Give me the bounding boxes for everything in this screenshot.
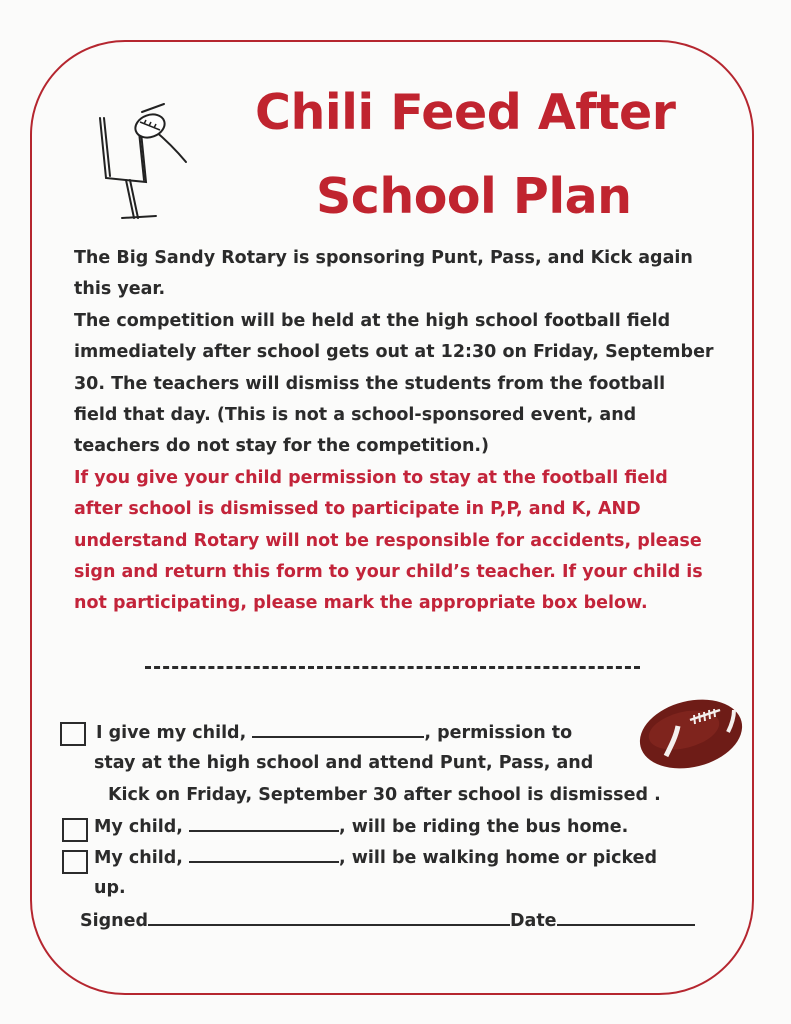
- goalpost-kick-icon: [94, 100, 204, 225]
- permission-checkbox[interactable]: [60, 722, 86, 746]
- option3-prefix: My child,: [94, 848, 183, 868]
- option2-line: [94, 816, 628, 837]
- option1-prefix: I give my child,: [96, 723, 247, 743]
- permission-notice: If you give your child permission to stay at the football field after school is dismissed to participate in P,P, and K, AND understand Rotary will not be responsible for accidents, please sign and return this form to your child’s teacher. If your child is not participating, please mark the appropriate box below.: [74, 468, 703, 614]
- option1-line2: stay at the high school and attend Punt, Pass, and: [94, 753, 594, 773]
- option2-prefix: My child,: [94, 817, 183, 837]
- child-name-field-1[interactable]: [252, 722, 424, 738]
- details-paragraph: The competition will be held at the high school football field immediately after school gets out at 12:30 on Friday, September 30. The teachers will dismiss the students from the football field that day. (This is not a school-sponsored event, and teachers do not stay for the competition.): [74, 311, 714, 457]
- walking-checkbox[interactable]: [62, 850, 88, 874]
- child-name-field-3[interactable]: [189, 847, 339, 863]
- title-line-2: School Plan: [316, 168, 632, 225]
- child-name-field-2[interactable]: [189, 816, 339, 832]
- signed-label: Signed: [80, 911, 148, 931]
- bus-checkbox[interactable]: [62, 818, 88, 842]
- intro-paragraph: The Big Sandy Rotary is sponsoring Punt, Pass, and Kick again this year.: [74, 248, 693, 300]
- option1-suffix: , permission to: [424, 723, 573, 743]
- option3-suffix: , will be walking home or picked: [339, 848, 658, 868]
- title-line-1: Chili Feed After: [255, 84, 676, 141]
- cut-line-divider: [145, 666, 640, 669]
- option1-line1: [96, 722, 572, 743]
- date-field[interactable]: [557, 910, 695, 926]
- signature-line: [80, 910, 695, 931]
- option1-line3: Kick on Friday, September 30 after school is dismissed .: [108, 785, 661, 805]
- signature-field[interactable]: [148, 910, 510, 926]
- date-label: Date: [509, 911, 557, 931]
- option3-line2: up.: [94, 878, 126, 898]
- football-icon: [636, 696, 746, 772]
- option2-suffix: , will be riding the bus home.: [339, 817, 629, 837]
- option3-line1: [94, 847, 657, 868]
